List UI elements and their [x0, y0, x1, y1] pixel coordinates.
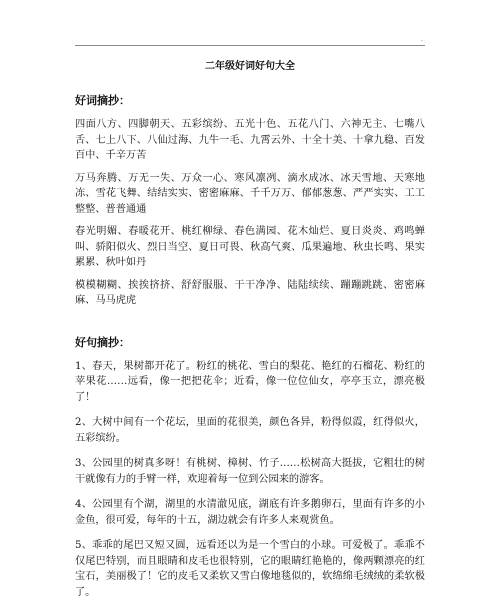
word-group-2: 万马奔腾、万无一失、万众一心、寒风凛冽、滴水成冰、冰天雪地、天寒地冻、雪花飞舞、结结实实、密密麻麻、千千万万、郁郁葱葱、严严实实、工工整整、普普通通	[75, 172, 425, 215]
sentence-item-4: 4、公园里有个湖，湖里的水清澈见底，湖底有许多鹅卵石，里面有许多的小金鱼，很可爱，每年的十五，湖边就会有许多人来观赏鱼。	[75, 499, 425, 526]
sentences-section-heading: 好句摘抄：	[75, 335, 130, 349]
word-group-4: 模模糊糊、挨挨挤挤、舒舒服服、干干净净、陆陆续续、蹦蹦跳跳、密密麻麻、马马虎虎	[75, 279, 425, 306]
sentence-item-3: 3、公园里的树真多呀！有桃树、樟树、竹子……松树高大挺拔，它粗壮的树干就像有力的手臂一样，欢迎着每一位到公园来的游客。	[75, 458, 425, 485]
sentence-item-5: 5、乖乖的尾巴又短又圆，远看还以为是一个雪白的小球。可爱极了。乖乖不仅尾巴特别，而且眼睛和皮毛也很特别，它的眼睛红艳艳的，像两颗漂亮的红宝石，美丽极了！它的皮毛又柔软又雪白像地毯似的，软绵绵毛绒绒的柔软极了。	[75, 540, 425, 598]
sentence-item-2: 2、大树中间有一个花坛，里面的花很美，颜色各异，粉得似霞，红得似火，五彩缤纷。	[75, 417, 425, 444]
word-group-1: 四面八方、四脚朝天、五彩缤纷、五光十色、五花八门、六神无主、七嘴八舌、七上八下、八仙过海、九牛一毛、九霄云外、十全十美、十拿九稳、百发百中、千辛万苦	[75, 119, 425, 161]
section-spacer	[75, 316, 425, 336]
header-rule	[75, 45, 425, 46]
document-body	[75, 94, 425, 610]
document-title: 二年级好词好句大全	[205, 61, 295, 72]
word-group-3: 春光明媚、春暖花开、桃红柳绿、春色满园、花木灿烂、夏日炎炎、鸡鸣蝉叫、骄阳似火、烈日当空、夏日可畏、秋高气爽、瓜果遍地、秋虫长鸣、果实累累、秋叶如丹	[75, 226, 425, 268]
header-mark: .	[421, 36, 423, 43]
words-section-heading: 好词摘抄：	[75, 94, 130, 107]
sentence-item-1: 1、春天，果树都开花了。粉红的桃花、雪白的梨花、艳红的石榴花、粉红的苹果花……远看，像一把把花伞；近看，像一位位仙女，亭亭玉立，漂亮极了！	[75, 360, 425, 403]
